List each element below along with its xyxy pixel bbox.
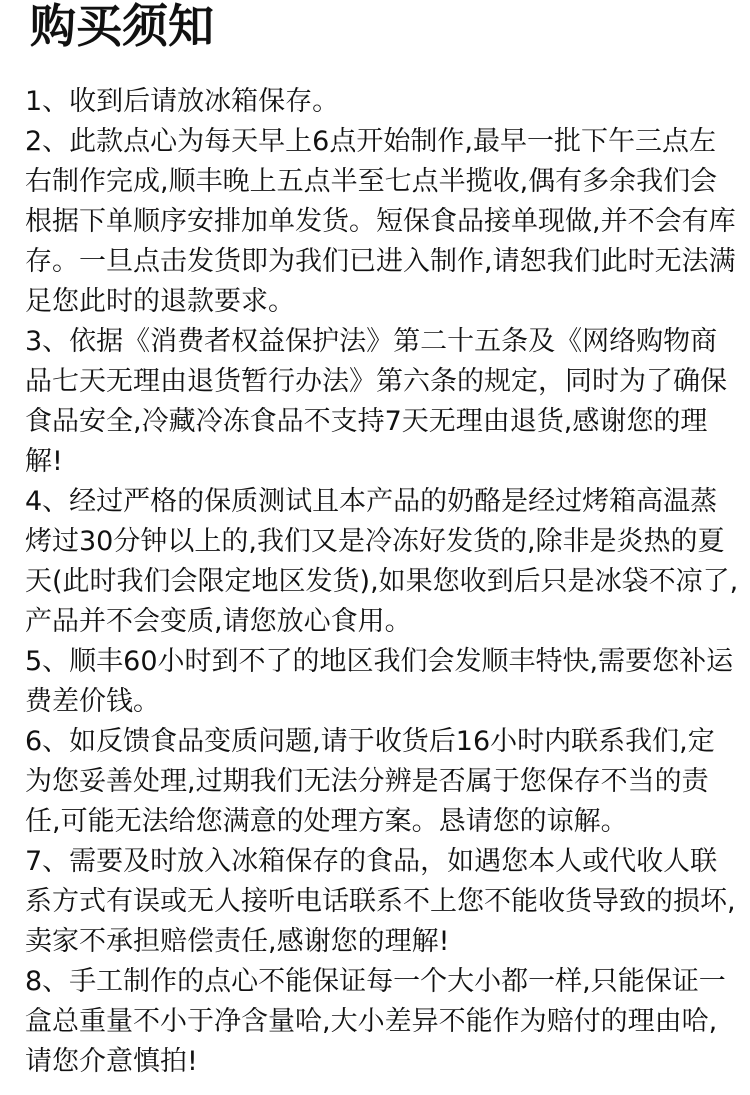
notice-item-2: 2、此款点心为每天早上6点开始制作,最早一批下午三点左右制作完成,顺丰晚上五点半至七点半揽收,偶有多余我们会根据下单顺序安排加单发货。短保食品接单现做,并不会有库存。一旦点击发货即为我们已进入制作,请恕我们此时无法满足您此时的退款要求。 xyxy=(25,126,736,317)
notice-list xyxy=(25,82,740,1082)
page-title: 购买须知 xyxy=(30,0,214,53)
notice-item-7: 7、需要及时放入冰箱保存的食品，如遇您本人或代收人联系方式有误或无人接听电话联系不上您不能收货导致的损坏,卖家不承担赔偿责任,感谢您的理解! xyxy=(25,846,736,957)
notice-item-4: 4、经过严格的保质测试且本产品的奶酪是经过烤箱高温蒸烤过30分钟以上的,我们又是冷冻好发货的,除非是炎热的夏天(此时我们会限定地区发货),如果您收到后只是冰袋不凉了,产品并不会变质,请您放心食用。 xyxy=(25,486,739,637)
notice-item-6: 6、如反馈食品变质问题,请于收货后16小时内联系我们,定为您妥善处理,过期我们无法分辨是否属于您保存不当的责任,可能无法给您满意的处理方案。恳请您的谅解。 xyxy=(25,726,715,837)
notice-item-3: 3、依据《消费者权益保护法》第二十五条及《网络购物商品七天无理由退货暂行办法》第六条的规定，同时为了确保食品安全,冷藏冷冻食品不支持7天无理由退货,感谢您的理解! xyxy=(25,326,727,477)
notice-item-8: 8、手工制作的点心不能保证每一个大小都一样,只能保证一盒总重量不小于净含量哈,大小差异不能作为赔付的理由哈,请您介意慎拍! xyxy=(25,966,726,1077)
notice-item-1: 1、收到后请放冰箱保存。 xyxy=(25,86,340,117)
notice-item-5: 5、顺丰60小时到不了的地区我们会发顺丰特快,需要您补运费差价钱。 xyxy=(25,646,734,717)
